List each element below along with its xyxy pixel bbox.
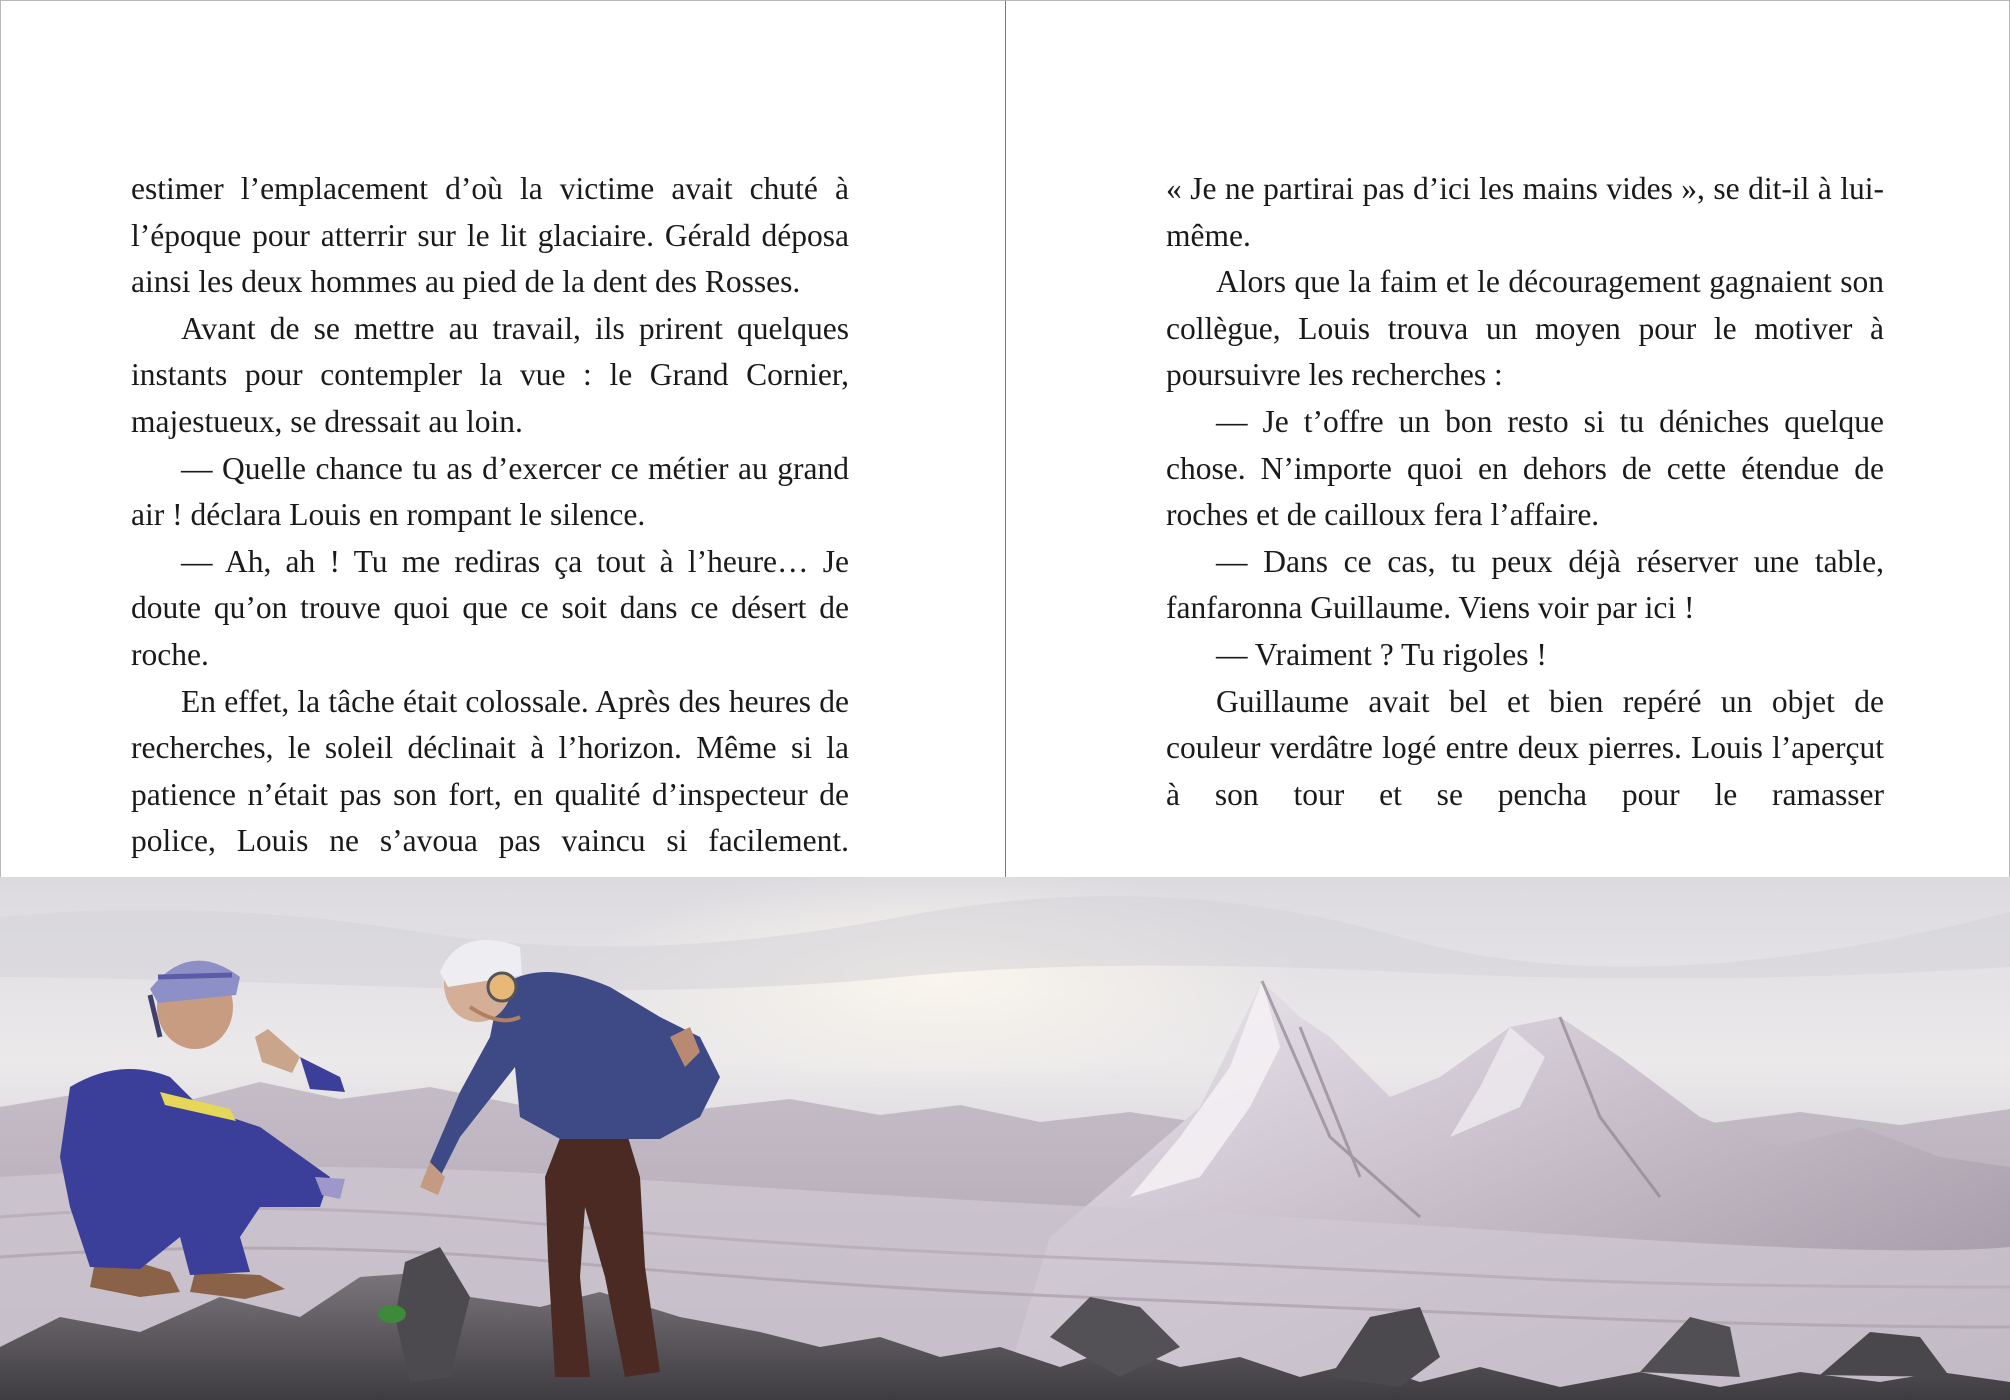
mountain-illustration (0, 877, 2010, 1400)
right-page-text (1166, 166, 1884, 818)
paragraph: — Vraiment ? Tu rigoles ! (1216, 636, 1547, 672)
paragraph: — Ah, ah ! Tu me rediras ça tout à l’heure… Je doute qu’on trouve quoi que ce soit dans ce désert de roche. (131, 543, 849, 672)
paragraph: « Je ne partirai pas d’ici les mains vides », se dit-il à lui-même. (1166, 171, 1884, 253)
paragraph: estimer l’emplacement d’où la victime avait chuté à l’époque pour atterrir sur le lit glaciaire. Gérald déposa ainsi les deux hommes au pied de la dent des Rosses. (131, 171, 849, 300)
paragraph: — Quelle chance tu as d’exercer ce métier au grand air ! déclara Louis en rompant le silence. (131, 450, 849, 533)
paragraph: Guillaume avait bel et bien repéré un objet de couleur verdâtre logé entre deux pierres. Louis l’aperçut à son tour et se pencha pour le ramasser (1166, 683, 1884, 812)
green-object (378, 1305, 406, 1323)
paragraph: En effet, la tâche était colossale. Après des heures de recherches, le soleil déclinait à l’horizon. Même si la patience n’était pas son fort, en qualité d’inspecteur de police, Louis ne s’avoua pas vaincu si facilement. (131, 683, 849, 859)
left-page-text (131, 166, 849, 865)
paragraph: Avant de se mettre au travail, ils prirent quelques instants pour contempler la vue : le Grand Cornier, majestueux, se dressait au loin. (131, 310, 849, 439)
paragraph: — Je t’offre un bon resto si tu déniches quelque chose. N’importe quoi en dehors de cette étendue de roches et de cailloux fera l’affaire. (1166, 403, 1884, 533)
paragraph: — Dans ce cas, tu peux déjà réserver une table, fanfaronna Guillaume. Viens voir par ici ! (1166, 543, 1884, 626)
paragraph: Alors que la faim et le découragement gagnaient son collègue, Louis trouva un moyen pour le motiver à poursuivre les recherches : (1166, 264, 1884, 393)
